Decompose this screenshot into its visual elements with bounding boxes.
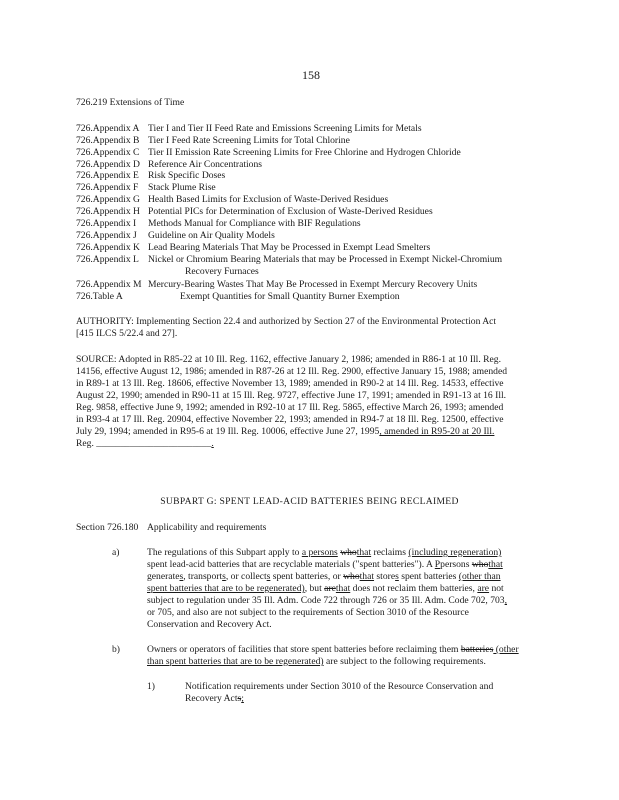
- toc-table-a-label: 726.Table A: [76, 291, 123, 302]
- subpart-heading: SUBPART G: SPENT LEAD-ACID BATTERIES BEING RECLAIMED: [160, 496, 459, 507]
- para-a-line-6: or 705, and also are not subject to the requirements of Section 3010 of the Resource: [147, 607, 469, 618]
- para-a-marker: a): [112, 547, 120, 558]
- toc-appendix-c-label: 726.Appendix C: [76, 147, 140, 158]
- toc-appendix-l-title: Nickel or Chromium Bearing Materials that may be Processed in Exempt Nickel-Chromium: [148, 254, 503, 265]
- toc-appendix-m-label: 726.Appendix M: [76, 279, 142, 290]
- toc-entry-extensions-of-time: 726.219 Extensions of Time: [76, 97, 185, 108]
- authority-line-2: [415 ILCS 5/22.4 and 27].: [76, 328, 178, 339]
- section-number: Section 726.180: [76, 522, 139, 533]
- para-a-inserted-text: s: [266, 571, 271, 582]
- toc-appendix-j-title: Guideline on Air Quality Models: [148, 230, 275, 241]
- toc-appendix-f-label: 726.Appendix F: [76, 182, 139, 193]
- source-line-4: August 22, 1990; amended in R90-11 at 15 Ill. Reg. 9727, effective June 17, 1991; amended in R91-13 at 16 Ill.: [76, 390, 507, 401]
- source-line-8: [76, 438, 214, 449]
- para-a-text: generate: [147, 571, 180, 582]
- para-b-line-1: [147, 644, 519, 655]
- source-reg-label: Reg.: [76, 438, 94, 449]
- toc-appendix-d-label: 726.Appendix D: [76, 159, 140, 170]
- para-a-deleted-text: who: [471, 559, 489, 570]
- para-a-text: spent batteries, or: [270, 571, 344, 582]
- toc-appendix-e-title: Risk Specific Doses: [148, 170, 226, 181]
- para-b1-line-1: Notification requirements under Section 3010 of the Resource Conservation and: [185, 681, 494, 692]
- para-b-text: are subject to the following requirements.: [323, 656, 486, 667]
- source-line-5: Reg. 9858, effective June 9, 1992; amended in R92-10 at 17 Ill. Reg. 5865, effective March 26, 1993; amended: [76, 402, 504, 413]
- toc-appendix-h-label: 726.Appendix H: [76, 206, 140, 217]
- toc-appendix-a-label: 726.Appendix A: [76, 123, 140, 134]
- para-b-inserted-text: than spent batteries that are to be regenerated): [147, 656, 324, 667]
- para-a-text: , transport: [183, 571, 223, 582]
- toc-appendix-b-label: 726.Appendix B: [76, 135, 140, 146]
- para-a-inserted-text: spent batteries that are to be regenerated): [147, 583, 305, 594]
- para-a-inserted-text: P: [434, 559, 441, 570]
- toc-appendix-g-label: 726.Appendix G: [76, 194, 140, 205]
- para-a-text: , or collect: [225, 571, 267, 582]
- para-a-text: The regulations of this Subpart apply to: [147, 547, 302, 558]
- source-line-2: 14156, effective August 12, 1986; amended in R87-26 at 12 Ill. Reg. 2900, effective January 15, 1988; amended: [76, 366, 508, 377]
- toc-appendix-m-title: Mercury-Bearing Wastes That May Be Processed in Exempt Mercury Recovery Units: [148, 279, 478, 290]
- toc-table-a-title: Exempt Quantities for Small Quantity Burner Exemption: [180, 291, 400, 302]
- para-a-text: spent lead-acid batteries that are recyclable materials ("spent batteries"). A: [147, 559, 435, 570]
- section-title: Applicability and requirements: [147, 522, 267, 533]
- toc-appendix-k-title: Lead Bearing Materials That May be Processed in Exempt Lead Smelters: [148, 242, 431, 253]
- toc-appendix-e-label: 726.Appendix E: [76, 170, 139, 181]
- toc-appendix-i-title: Methods Manual for Compliance with BIF Regulations: [148, 218, 361, 229]
- para-a-inserted-text: s: [395, 571, 399, 582]
- para-b-text: Owners or operators of facilities that store spent batteries before reclaiming them: [147, 644, 461, 655]
- toc-appendix-j-label: 726.Appendix J: [76, 230, 137, 241]
- authority-line-1: AUTHORITY: Implementing Section 22.4 and authorized by Section 27 of the Environmental Protection Act: [76, 316, 497, 327]
- para-a-inserted-text: ,: [504, 595, 508, 606]
- para-a-inserted-text: s: [222, 571, 226, 582]
- para-a-text: spent batteries: [398, 571, 459, 582]
- para-b1-text: Recovery Act: [185, 693, 238, 704]
- para-a-inserted-text: are: [477, 583, 490, 594]
- toc-appendix-h-title: Potential PICs for Determination of Exclusion of Waste-Derived Residues: [148, 206, 433, 217]
- para-a-text: store: [374, 571, 396, 582]
- source-end-period: .: [211, 438, 214, 449]
- source-line-6: in R93-4 at 17 Ill. Reg. 20904, effective November 22, 1993; amended in R94-7 at 18 Ill. Reg. 12500, effective: [76, 414, 504, 425]
- para-a-inserted-text: a persons: [301, 547, 338, 558]
- para-a-inserted-text: that: [335, 583, 351, 594]
- source-line-3: in R89-1 at 13 Ill. Reg. 18606, effective November 13, 1989; amended in R90-2 at 14 Ill. Reg. 14533, effective: [76, 378, 504, 389]
- para-a-text: reclaims: [371, 547, 409, 558]
- toc-appendix-l-label: 726.Appendix L: [76, 254, 139, 265]
- para-b-marker: b): [112, 644, 120, 655]
- para-a-text: persons: [440, 559, 472, 570]
- para-b1-marker: 1): [147, 681, 155, 692]
- para-a-inserted-text: (including regeneration): [408, 547, 502, 558]
- para-a-inserted-text: (other than: [458, 571, 501, 582]
- toc-appendix-d-title: Reference Air Concentrations: [148, 159, 263, 170]
- toc-appendix-b-title: Tier I Feed Rate Screening Limits for Total Chlorine: [148, 135, 350, 146]
- para-b-deleted-text: batteries: [460, 644, 494, 655]
- para-a-text: subject to regulation under 35 Ill. Adm. Code 722 through 726 or 35 Ill. Adm. Code 702, 703: [147, 595, 505, 606]
- para-a-inserted-text: that: [488, 559, 503, 570]
- para-a-deleted-text: who: [340, 547, 357, 558]
- toc-appendix-a-title: Tier I and Tier II Feed Rate and Emissions Screening Limits for Metals: [148, 123, 422, 134]
- toc-appendix-g-title: Health Based Limits for Exclusion of Waste-Derived Residues: [148, 194, 389, 205]
- para-b-line-2: [147, 656, 486, 667]
- source-line-7-text: July 29, 1994; amended in R95-6 at 19 Ill. Reg. 10006, effective June 27, 1995: [76, 426, 380, 437]
- para-a-deleted-text: who: [343, 571, 360, 582]
- para-a-text: , but: [304, 583, 325, 594]
- toc-appendix-f-title: Stack Plume Rise: [148, 182, 216, 193]
- para-b1-line-2: [185, 693, 244, 704]
- para-a-text: not: [489, 583, 504, 594]
- para-a-inserted-text: s: [179, 571, 184, 582]
- para-a-line-1: [147, 547, 501, 558]
- para-b-inserted-text: (other: [493, 644, 519, 655]
- para-a-line-3: [147, 571, 501, 582]
- toc-appendix-l-title-continued: Recovery Furnaces: [185, 266, 259, 277]
- page-number: 158: [302, 68, 320, 82]
- toc-appendix-k-label: 726.Appendix K: [76, 242, 140, 253]
- source-line-1: SOURCE: Adopted in R85-22 at 10 Ill. Reg. 1162, effective January 2, 1986; amended in R86-1 at 10 Ill. Reg.: [76, 354, 501, 365]
- para-a-line-5: [147, 595, 507, 606]
- source-line-7: [76, 426, 494, 437]
- para-b1-inserted-text: ;: [241, 693, 244, 704]
- source-amendment-r95-20: , amended in R95-20 at 20 Ill.: [379, 426, 495, 437]
- para-a-deleted-text: are: [324, 583, 336, 594]
- para-a-inserted-text: that: [356, 547, 372, 558]
- para-a-text: does not reclaim them batteries,: [350, 583, 478, 594]
- para-b1-deleted-text: s: [237, 693, 242, 704]
- para-a-line-7: Conservation and Recovery Act.: [147, 619, 272, 630]
- para-a-line-2: [147, 559, 503, 570]
- para-a-line-4: [147, 583, 504, 594]
- para-a-inserted-text: that: [359, 571, 375, 582]
- toc-appendix-i-label: 726.Appendix I: [76, 218, 137, 229]
- source-blank-line: ________________________: [96, 438, 212, 449]
- toc-appendix-c-title: Tier II Emission Rate Screening Limits for Free Chlorine and Hydrogen Chloride: [148, 147, 461, 158]
